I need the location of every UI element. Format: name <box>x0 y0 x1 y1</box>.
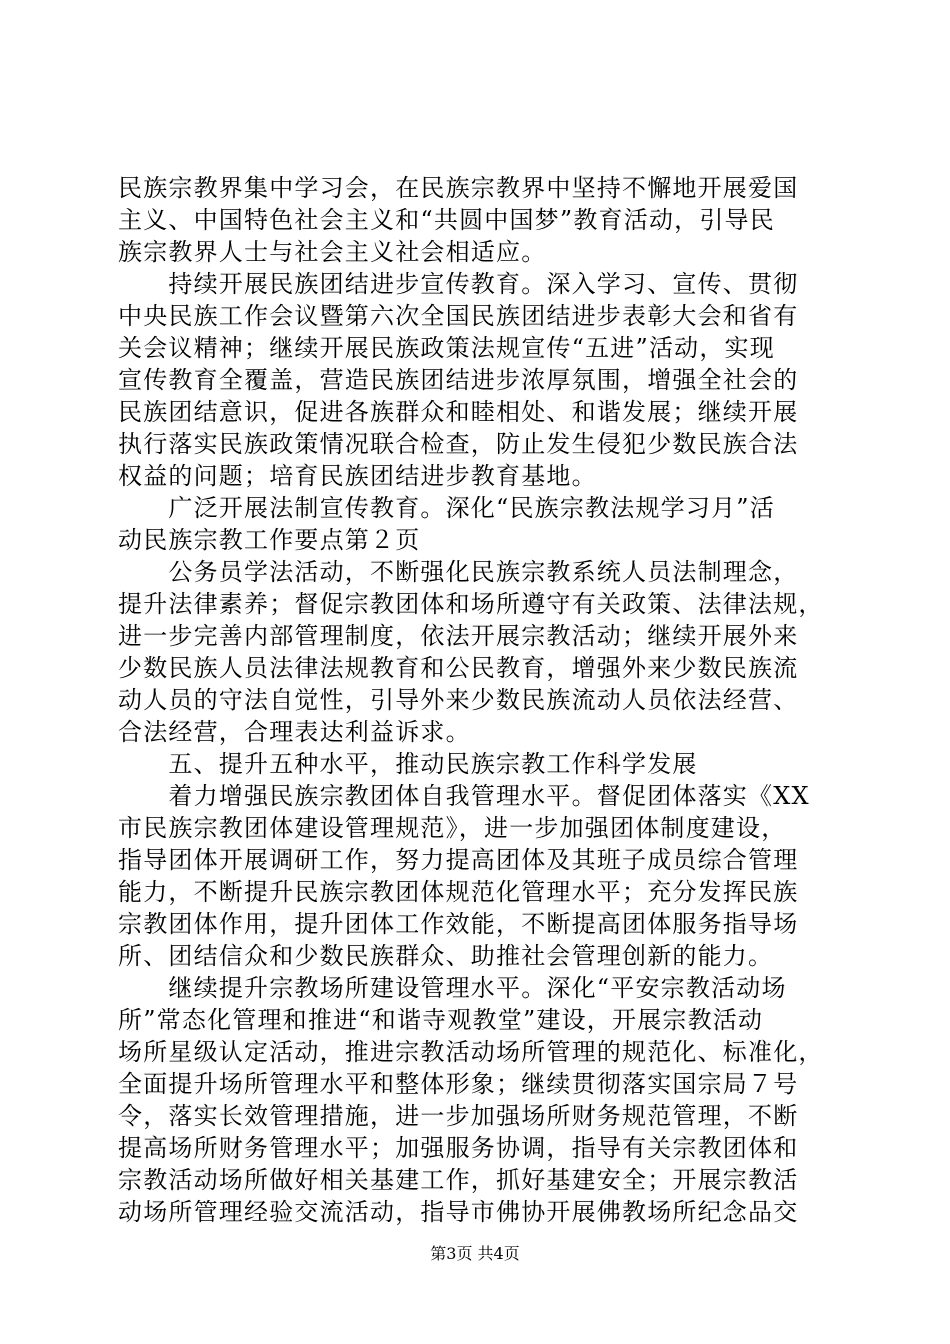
text-line: 所”常态化管理和推进“和谐寺观教堂”建设，开展宗教活动 <box>118 1006 764 1034</box>
text-line: 民族团结意识，促进各族群众和睦相处、和谐发展；继续开展 <box>118 398 799 426</box>
page-footer: 第3页 共4页 <box>430 1244 520 1263</box>
text-line: 场所星级认定活动，推进宗教活动场所管理的规范化、标准化， <box>118 1038 824 1066</box>
text-line: 执行落实民族政策情况联合检查，防止发生侵犯少数民族合法 <box>118 430 799 458</box>
text-line: 宣传教育全覆盖，营造民族团结进步浓厚氛围，增强全社会的 <box>118 366 799 394</box>
text-line: 合法经营，合理表达利益诉求。 <box>118 718 471 746</box>
text-line: 主义、中国特色社会主义和“共圆中国梦”教育活动，引导民 <box>118 206 775 234</box>
text-line: 宗教团体作用，提升团体工作效能，不断提高团体服务指导场 <box>118 910 799 938</box>
text-line: 动民族宗教工作要点第２页 <box>118 526 421 554</box>
document-body <box>118 172 838 1228</box>
text-line: 族宗教界人士与社会主义社会相适应。 <box>118 238 547 266</box>
text-line: 广泛开展法制宣传教育。深化“民族宗教法规学习月”活 <box>118 494 775 522</box>
text-line: 提升法律素养；督促宗教团体和场所遵守有关政策、法律法规， <box>118 590 824 618</box>
text-line: 宗教活动场所做好相关基建工作，抓好基建安全；开展宗教活 <box>118 1166 799 1194</box>
text-line: 全面提升场所管理水平和整体形象；继续贯彻落实国宗局７号 <box>118 1070 799 1098</box>
text-line: 继续提升宗教场所建设管理水平。深化“平安宗教活动场 <box>118 974 787 1002</box>
text-line: 能力，不断提升民族宗教团体规范化管理水平；充分发挥民族 <box>118 878 799 906</box>
text-line: 令，落实长效管理措施，进一步加强场所财务规范管理，不断 <box>118 1102 799 1130</box>
text-line: 民族宗教界集中学习会，在民族宗教界中坚持不懈地开展爱国 <box>118 174 799 202</box>
text-line: 权益的问题；培育民族团结进步教育基地。 <box>118 462 597 490</box>
text-line: 关会议精神；继续开展民族政策法规宣传“五进”活动，实现 <box>118 334 775 362</box>
text-line: 五、提升五种水平，推动民族宗教工作科学发展 <box>118 750 698 778</box>
text-line: 市民族宗教团体建设管理规范》，进一步加强团体制度建设， <box>118 814 787 842</box>
text-line: 所、团结信众和少数民族群众、助推社会管理创新的能力。 <box>118 942 774 970</box>
text-line: 公务员学法活动，不断强化民族宗教系统人员法制理念， <box>118 558 799 586</box>
text-line: 着力增强民族宗教团体自我管理水平。督促团体落实《XX <box>118 782 810 810</box>
text-line: 进一步完善内部管理制度，依法开展宗教活动；继续开展外来 <box>118 622 799 650</box>
text-line: 提高场所财务管理水平；加强服务协调，指导有关宗教团体和 <box>118 1134 799 1162</box>
text-line: 指导团体开展调研工作，努力提高团体及其班子成员综合管理 <box>118 846 799 874</box>
text-line: 持续开展民族团结进步宣传教育。深入学习、宣传、贯彻 <box>118 270 799 298</box>
text-line: 动人员的守法自觉性，引导外来少数民族流动人员依法经营、 <box>118 686 799 714</box>
text-line: 动场所管理经验交流活动，指导市佛协开展佛教场所纪念品交 <box>118 1198 799 1226</box>
text-line: 少数民族人员法律法规教育和公民教育，增强外来少数民族流 <box>118 654 799 682</box>
text-line: 中央民族工作会议暨第六次全国民族团结进步表彰大会和省有 <box>118 302 799 330</box>
